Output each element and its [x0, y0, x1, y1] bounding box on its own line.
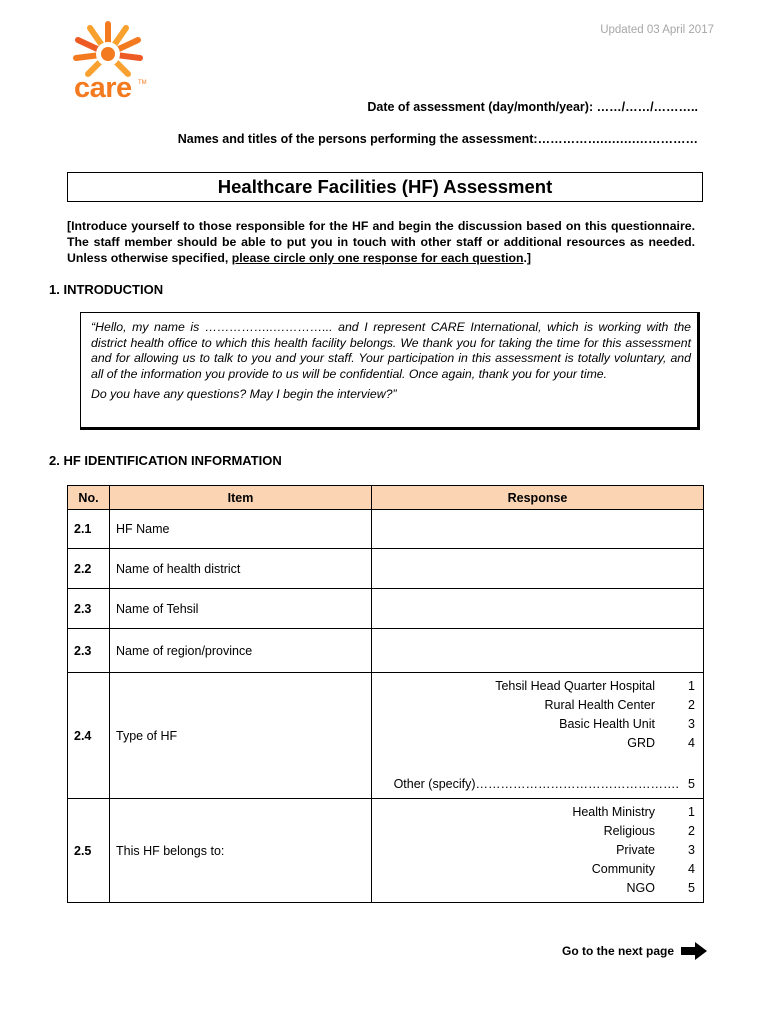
table-row	[68, 799, 704, 903]
row-item: Name of health district	[110, 549, 372, 589]
row-item: HF Name	[110, 510, 372, 549]
row-item: Type of HF	[110, 673, 372, 799]
option-label: Other (specify)………………………………………….	[393, 777, 679, 791]
page-title: Healthcare Facilities (HF) Assessment	[217, 176, 553, 197]
option-label: Religious	[603, 824, 655, 838]
option-row[interactable]	[380, 715, 695, 734]
option-code[interactable]: 5	[688, 777, 695, 791]
option-label: Tehsil Head Quarter Hospital	[495, 679, 655, 693]
option-label: Health Ministry	[572, 805, 655, 819]
table-row	[68, 673, 704, 799]
row-item: Name of Tehsil	[110, 589, 372, 629]
response-cell-health-district[interactable]	[372, 549, 704, 589]
instructions-end: .]	[523, 251, 532, 265]
option-code[interactable]: 1	[688, 805, 695, 819]
row-number: 2.1	[68, 510, 110, 549]
column-header-response: Response	[372, 486, 704, 510]
response-options-ownership	[372, 799, 704, 903]
date-of-assessment-field[interactable]: Date of assessment (day/month/year): ……/……/………..	[367, 100, 698, 114]
response-cell-hf-name[interactable]	[372, 510, 704, 549]
logo-trademark: TM	[138, 80, 147, 86]
introduction-script-box	[80, 312, 700, 430]
row-item: This HF belongs to:	[110, 799, 372, 903]
option-row[interactable]	[380, 696, 695, 715]
column-header-no: No.	[68, 486, 110, 510]
instructions-text: [Introduce yourself to those responsible for the HF and begin the discussion based on this questionnaire. The staff member should be able to put you in touch with other staff or additional resources as needed. Unless otherwise specified,	[67, 219, 695, 265]
option-code[interactable]: 4	[688, 736, 695, 750]
response-cell-tehsil[interactable]	[372, 589, 704, 629]
option-row[interactable]	[380, 860, 695, 879]
instructions-underlined: please circle only one response for each question	[231, 251, 524, 265]
row-number: 2.5	[68, 799, 110, 903]
row-item: Name of region/province	[110, 629, 372, 673]
table-header-row	[68, 486, 704, 510]
option-code[interactable]: 3	[688, 843, 695, 857]
table-row	[68, 510, 704, 549]
option-code[interactable]: 4	[688, 862, 695, 876]
option-row-other[interactable]	[380, 775, 695, 794]
option-row[interactable]	[380, 734, 695, 753]
option-row[interactable]	[380, 822, 695, 841]
option-code[interactable]: 3	[688, 717, 695, 731]
arrow-right-icon	[680, 942, 708, 960]
assessor-names-field[interactable]: Names and titles of the persons performing the assessment:…………….….….……………	[177, 132, 698, 146]
option-label: Private	[616, 843, 655, 857]
next-page-link[interactable]	[562, 942, 708, 960]
introduction-question-text: Do you have any questions? May I begin the interview?”	[91, 387, 397, 401]
row-number: 2.4	[68, 673, 110, 799]
next-page-label: Go to the next page	[561, 944, 674, 958]
option-label: NGO	[626, 881, 655, 895]
response-cell-region[interactable]	[372, 629, 704, 673]
option-code[interactable]: 5	[688, 881, 695, 895]
table-row	[68, 629, 704, 673]
option-row[interactable]	[380, 841, 695, 860]
column-header-item: Item	[110, 486, 372, 510]
option-label: Community	[591, 862, 655, 876]
row-number: 2.2	[68, 549, 110, 589]
section-heading-introduction: 1. INTRODUCTION	[49, 282, 164, 297]
instructions-paragraph	[67, 218, 695, 266]
introduction-script-text: “Hello, my name is ……………..…………... and I represent CARE International, which is working with the district health office to which this health facility belongs. We thank you for taking the time for this assessment and for allowing us to talk to you and your staff. Your participation in this assessment is totally voluntary, and all of the information you provide to us will be confidential. Once again, thank you for your time.	[91, 320, 691, 381]
option-code[interactable]: 2	[688, 824, 695, 838]
table-row	[68, 549, 704, 589]
option-label: Rural Health Center	[544, 698, 655, 712]
option-row[interactable]	[380, 879, 695, 898]
option-row[interactable]	[380, 803, 695, 822]
response-options-hf-type	[372, 673, 704, 799]
row-number: 2.3	[68, 589, 110, 629]
hf-identification-table	[67, 485, 704, 903]
logo-wordmark: care	[74, 72, 132, 104]
section-heading-identification: 2. HF IDENTIFICATION INFORMATION	[49, 453, 282, 468]
row-number: 2.3	[68, 629, 110, 673]
updated-date: Updated 03 April 2017	[600, 24, 714, 36]
option-label: Basic Health Unit	[559, 717, 655, 731]
option-label: GRD	[627, 736, 655, 750]
title-box	[67, 172, 703, 202]
option-code[interactable]: 2	[688, 698, 695, 712]
option-row[interactable]	[380, 677, 695, 696]
option-code[interactable]: 1	[688, 679, 695, 693]
table-row	[68, 589, 704, 629]
